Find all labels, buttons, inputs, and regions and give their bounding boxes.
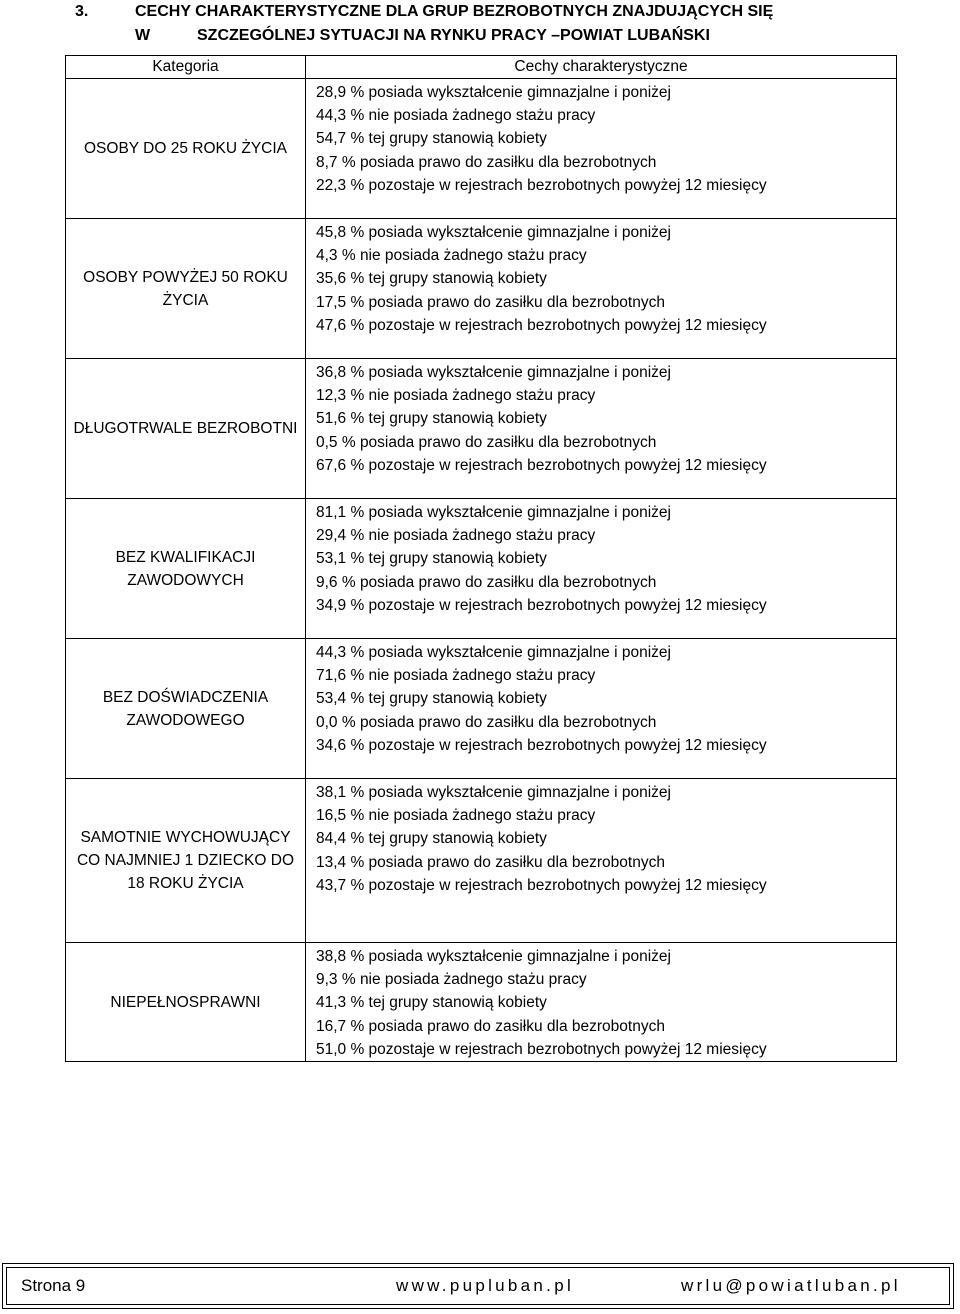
- feature-line: 17,5 % posiada prawo do zasiłku dla bezrobotnych: [316, 293, 665, 311]
- feature-line: 12,3 % nie posiada żadnego stażu pracy: [316, 387, 596, 405]
- feature-line: 47,6 % pozostaje w rejestrach bezrobotnych powyżej 12 miesięcy: [316, 316, 767, 334]
- feature-line: 8,7 % posiada prawo do zasiłku dla bezrobotnych: [316, 153, 657, 171]
- category-cell: [66, 943, 306, 1062]
- features-cell: [306, 779, 897, 943]
- feature-line: 51,6 % tej grupy stanowią kobiety: [316, 410, 547, 428]
- table-row: [66, 359, 897, 499]
- category-label: SAMOTNIE WYCHOWUJĄCY CO NAJMNIEJ 1 DZIECKO DO 18 ROKU ŻYCIA: [76, 829, 295, 892]
- table-row: [66, 79, 897, 219]
- header-features: Cechy charakterystyczne: [306, 56, 897, 79]
- feature-line: 34,6 % pozostaje w rejestrach bezrobotnych powyżej 12 miesięcy: [316, 736, 767, 754]
- features-cell: [306, 219, 897, 359]
- category-cell: [66, 359, 306, 499]
- category-cell: [66, 779, 306, 943]
- table-row: [66, 779, 897, 943]
- category-label: OSOBY DO 25 ROKU ŻYCIA: [84, 140, 287, 157]
- email-link[interactable]: wrlu@powiatluban.pl: [681, 1276, 901, 1295]
- feature-line: 45,8 % posiada wykształcenie gimnazjalne i poniżej: [316, 224, 671, 241]
- features-cell: [306, 639, 897, 779]
- heading-line-2: SZCZEGÓLNEJ SYTUACJI NA RYNKU PRACY –POWIAT LUBAŃSKI: [197, 27, 710, 44]
- feature-line: 35,6 % tej grupy stanowią kobiety: [316, 270, 547, 288]
- table-header-row: [66, 56, 897, 79]
- feature-line: 9,6 % posiada prawo do zasiłku dla bezrobotnych: [316, 573, 657, 591]
- category-cell: [66, 499, 306, 639]
- table-row: [66, 639, 897, 779]
- header-category: Kategoria: [66, 56, 306, 79]
- feature-line: 13,4 % posiada prawo do zasiłku dla bezrobotnych: [316, 853, 665, 871]
- feature-line: 34,9 % pozostaje w rejestrach bezrobotnych powyżej 12 miesięcy: [316, 596, 767, 614]
- features-list: [306, 779, 896, 897]
- features-cell: [306, 499, 897, 639]
- section-heading: [75, 0, 935, 48]
- feature-line: 16,7 % posiada prawo do zasiłku dla bezrobotnych: [316, 1017, 665, 1035]
- category-cell: [66, 639, 306, 779]
- feature-line: 81,1 % posiada wykształcenie gimnazjalne i poniżej: [316, 504, 671, 521]
- features-cell: [306, 79, 897, 219]
- feature-line: 9,3 % nie posiada żadnego stażu pracy: [316, 971, 587, 989]
- table-row: [66, 943, 897, 1062]
- features-list: [306, 639, 896, 757]
- feature-line: 51,0 % pozostaje w rejestrach bezrobotnych powyżej 12 miesięcy: [316, 1040, 767, 1058]
- feature-line: 43,7 % pozostaje w rejestrach bezrobotnych powyżej 12 miesięcy: [316, 876, 767, 894]
- category-label: BEZ DOŚWIADCZENIA ZAWODOWEGO: [102, 688, 269, 729]
- category-label: BEZ KWALIFIKACJI ZAWODOWYCH: [115, 548, 256, 589]
- features-list: [306, 359, 896, 477]
- category-cell: [66, 79, 306, 219]
- features-list: [306, 943, 896, 1061]
- section-number: 3.: [75, 3, 89, 20]
- category-label: OSOBY POWYŻEJ 50 ROKU ŻYCIA: [83, 268, 288, 309]
- feature-line: 38,1 % posiada wykształcenie gimnazjalne i poniżej: [316, 784, 671, 801]
- feature-line: 28,9 % posiada wykształcenie gimnazjalne i poniżej: [316, 84, 671, 101]
- page-number: Strona 9: [21, 1276, 86, 1295]
- feature-line: 22,3 % pozostaje w rejestrach bezrobotnych powyżej 12 miesięcy: [316, 176, 767, 194]
- features-list: [306, 219, 896, 337]
- characteristics-table: [65, 55, 897, 1062]
- heading-line-1: CECHY CHARAKTERYSTYCZNE DLA GRUP BEZROBOTNYCH ZNAJDUJĄCYCH SIĘ: [135, 3, 774, 20]
- category-cell: [66, 219, 306, 359]
- table-row: [66, 499, 897, 639]
- features-list: [306, 499, 896, 617]
- feature-line: 54,7 % tej grupy stanowią kobiety: [316, 130, 547, 148]
- feature-line: 71,6 % nie posiada żadnego stażu pracy: [316, 667, 596, 685]
- feature-line: 44,3 % nie posiada żadnego stażu pracy: [316, 107, 596, 125]
- features-cell: [306, 943, 897, 1062]
- feature-line: 41,3 % tej grupy stanowią kobiety: [316, 994, 547, 1012]
- features-list: [306, 79, 896, 197]
- feature-line: 84,4 % tej grupy stanowią kobiety: [316, 830, 547, 848]
- feature-line: 4,3 % nie posiada żadnego stażu pracy: [316, 247, 587, 265]
- feature-line: 53,4 % tej grupy stanowią kobiety: [316, 690, 547, 708]
- feature-line: 44,3 % posiada wykształcenie gimnazjalne i poniżej: [316, 644, 671, 661]
- feature-line: 38,8 % posiada wykształcenie gimnazjalne i poniżej: [316, 948, 671, 965]
- website-link[interactable]: www.pupluban.pl: [396, 1276, 575, 1295]
- feature-line: 16,5 % nie posiada żadnego stażu pracy: [316, 807, 596, 825]
- features-cell: [306, 359, 897, 499]
- category-label: DŁUGOTRWALE BEZROBOTNI: [73, 420, 298, 437]
- feature-line: 67,6 % pozostaje w rejestrach bezrobotnych powyżej 12 miesięcy: [316, 456, 767, 474]
- page-footer: [2, 1263, 954, 1309]
- feature-line: 29,4 % nie posiada żadnego stażu pracy: [316, 527, 596, 545]
- feature-line: 0,5 % posiada prawo do zasiłku dla bezrobotnych: [316, 433, 657, 451]
- feature-line: 0,0 % posiada prawo do zasiłku dla bezrobotnych: [316, 713, 657, 731]
- category-label: NIEPEŁNOSPRAWNI: [110, 993, 261, 1011]
- feature-line: 36,8 % posiada wykształcenie gimnazjalne i poniżej: [316, 364, 671, 381]
- table-row: [66, 219, 897, 359]
- heading-w: W: [135, 27, 151, 44]
- feature-line: 53,1 % tej grupy stanowią kobiety: [316, 550, 547, 568]
